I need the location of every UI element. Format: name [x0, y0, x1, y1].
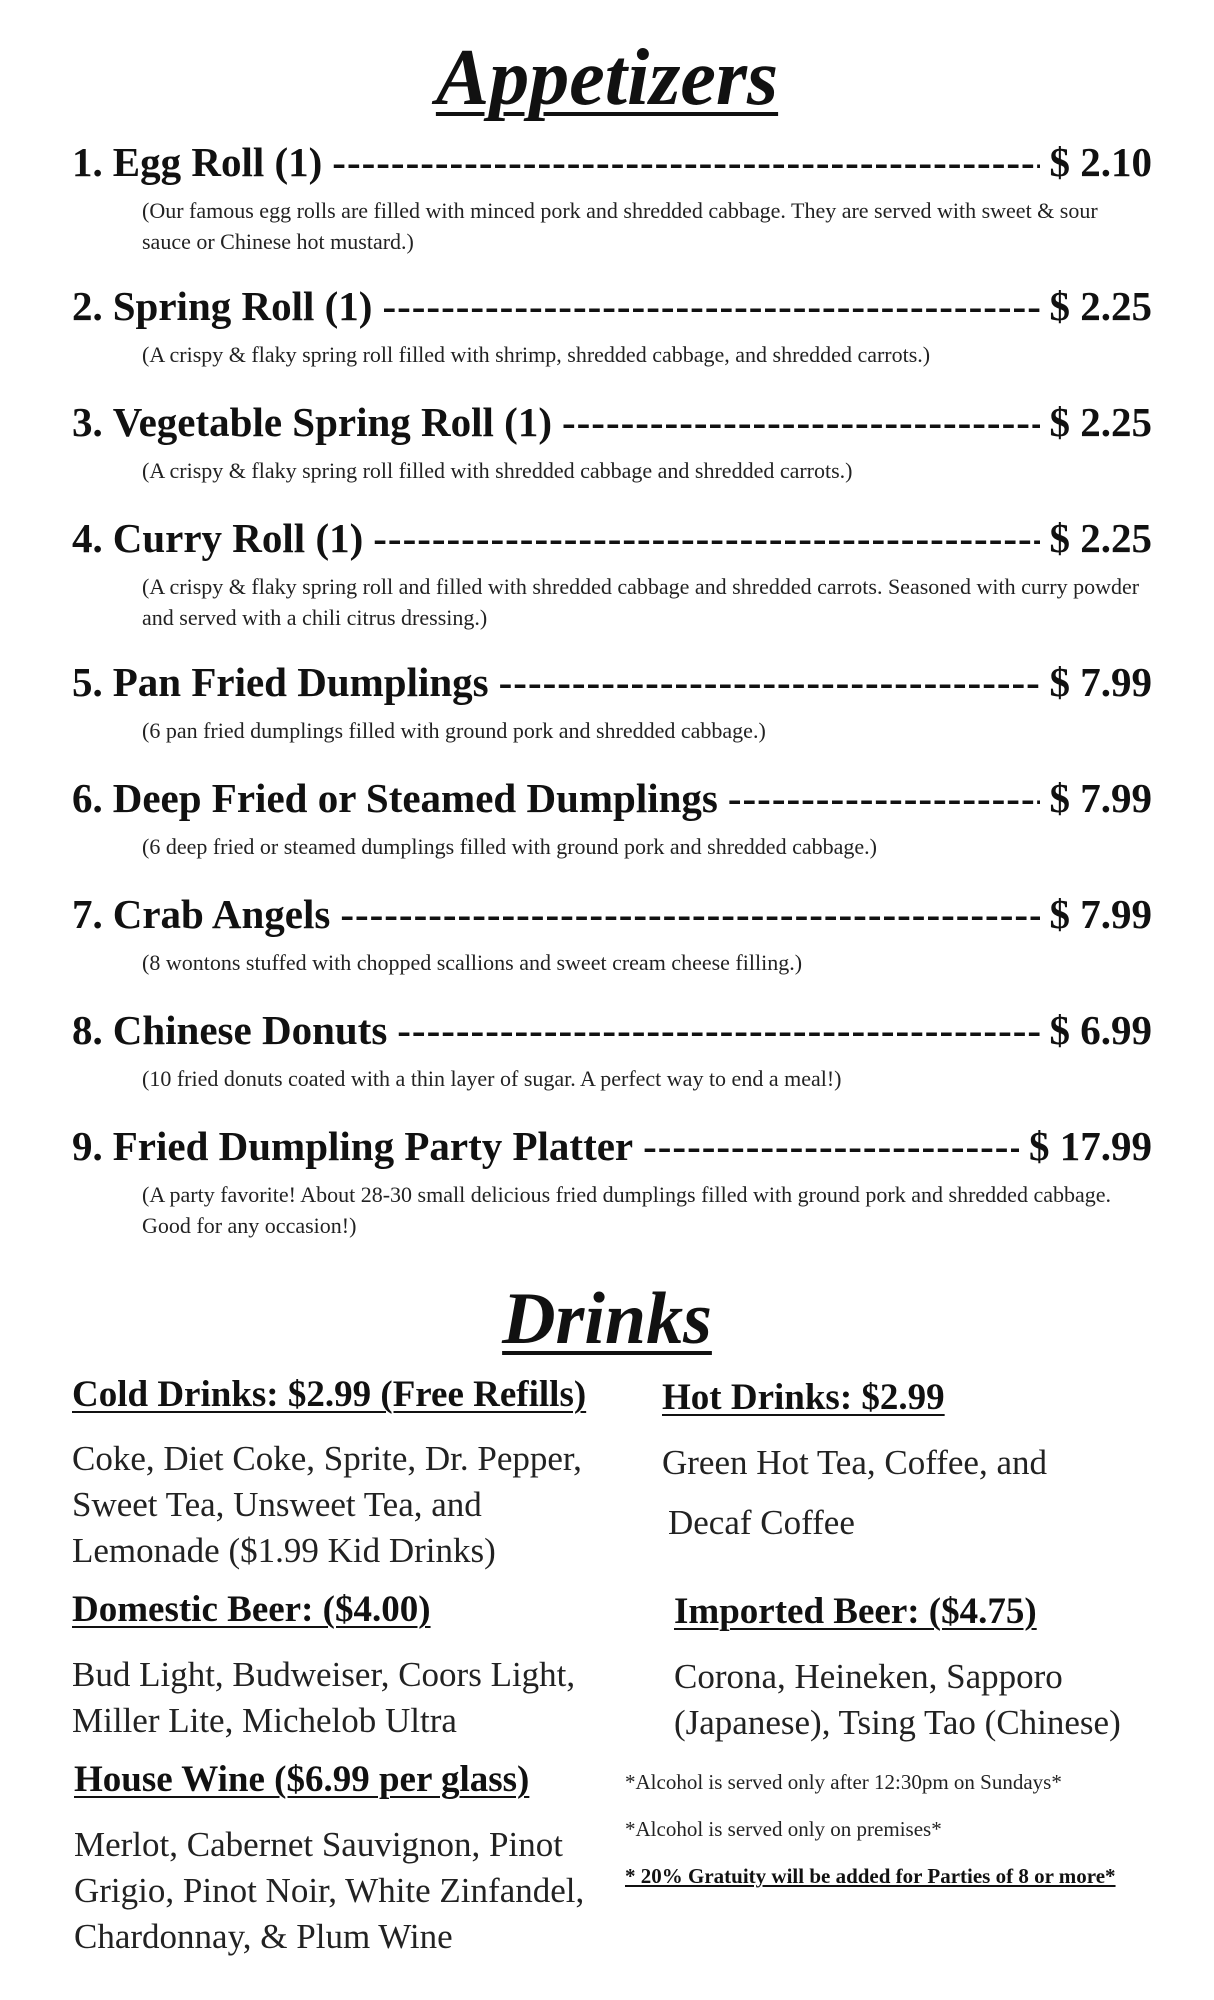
item-number: 3.: [72, 399, 103, 445]
item-number: 8.: [72, 1007, 103, 1053]
item-description: (6 deep fried or steamed dumplings filled with ground pork and shredded cabbage.): [142, 834, 877, 860]
item-name: Curry Roll (1): [112, 515, 364, 561]
menu-item-crab-angels: [72, 892, 1152, 978]
imported-beer-list: Corona, Heineken, Sapporo (Japanese), Tsing Tao (Chinese): [674, 1657, 1121, 1742]
item-price: $ 7.99: [1049, 659, 1152, 705]
item-name: Egg Roll (1): [112, 139, 323, 185]
item-price: $ 2.25: [1049, 399, 1152, 445]
menu-item-chinese-donuts: [72, 1008, 1152, 1094]
dash-leader: [332, 140, 1039, 185]
item-name: Vegetable Spring Roll (1): [112, 399, 552, 445]
item-number: 1.: [72, 139, 103, 185]
item-description: (Our famous egg rolls are filled with minced pork and shredded cabbage. They are served with sweet & sour sauce or Chinese hot mustard.): [142, 198, 1098, 255]
cold-drinks-heading: Cold Drinks: $2.99 (Free Refills): [72, 1374, 587, 1415]
menu-item-curry-roll: [72, 516, 1152, 633]
menu-item-spring-roll: [72, 284, 1152, 370]
appetizers-title: Appetizers: [435, 34, 779, 122]
menu-item-deep-fried-dumplings: [72, 776, 1152, 862]
item-description: (10 fried donuts coated with a thin layer of sugar. A perfect way to end a meal!): [142, 1066, 842, 1092]
item-price: $ 17.99: [1029, 1123, 1152, 1169]
item-name: Crab Angels: [112, 891, 331, 937]
dash-leader: [643, 1124, 1019, 1169]
item-number: 5.: [72, 659, 103, 705]
item-description: (6 pan fried dumplings filled with ground pork and shredded cabbage.): [142, 718, 766, 744]
item-price: $ 2.25: [1049, 515, 1152, 561]
item-price: $ 2.25: [1049, 283, 1152, 329]
dash-leader: [373, 516, 1039, 561]
item-name: Chinese Donuts: [112, 1007, 388, 1053]
dash-leader: [728, 776, 1040, 821]
item-name: Fried Dumpling Party Platter: [112, 1123, 634, 1169]
sunday-alcohol-note: *Alcohol is served only after 12:30pm on Sundays*: [625, 1770, 1062, 1794]
imported-beer-heading: Imported Beer: ($4.75): [674, 1591, 1037, 1632]
hot-drinks-line-2: Decaf Coffee: [668, 1503, 855, 1542]
item-number: 6.: [72, 775, 103, 821]
item-number: 4.: [72, 515, 103, 561]
item-description: (A crispy & flaky spring roll and filled with shredded cabbage and shredded carrots. Seasoned with curry powder and served with a chili citrus dressing.): [142, 574, 1140, 631]
dash-leader: [499, 660, 1040, 705]
item-number: 7.: [72, 891, 103, 937]
item-description: (A crispy & flaky spring roll filled with shredded cabbage and shredded carrots.): [142, 458, 853, 484]
item-name: Pan Fried Dumplings: [112, 659, 489, 705]
item-price: $ 7.99: [1049, 891, 1152, 937]
menu-item-pan-fried-dumplings: [72, 660, 1152, 746]
item-number: 2.: [72, 283, 103, 329]
item-price: $ 6.99: [1049, 1007, 1152, 1053]
house-wine-heading: House Wine ($6.99 per glass): [74, 1759, 530, 1800]
domestic-beer-list: Bud Light, Budweiser, Coors Light, Miller Lite, Michelob Ultra: [72, 1655, 576, 1740]
menu-item-egg-roll: [72, 140, 1152, 257]
item-description: (A crispy & flaky spring roll filled with shrimp, shredded cabbage, and shredded carrots.): [142, 342, 931, 368]
item-number: 9.: [72, 1123, 103, 1169]
drinks-title: Drinks: [502, 1278, 712, 1360]
item-name: Deep Fried or Steamed Dumplings: [112, 775, 718, 821]
dash-leader: [340, 892, 1039, 937]
house-wine-list: Merlot, Cabernet Sauvignon, Pinot Grigio, Pinot Noir, White Zinfandel, Chardonnay, & Plum Wine: [74, 1825, 585, 1956]
item-description: (8 wontons stuffed with chopped scallions and sweet cream cheese filling.): [142, 950, 803, 976]
item-price: $ 7.99: [1049, 775, 1152, 821]
dash-leader: [562, 400, 1040, 445]
premises-alcohol-note: *Alcohol is served only on premises*: [625, 1817, 942, 1841]
item-price: $ 2.10: [1049, 139, 1152, 185]
gratuity-note: * 20% Gratuity will be added for Parties of 8 or more*: [625, 1864, 1116, 1888]
hot-drinks-heading: Hot Drinks: $2.99: [662, 1377, 945, 1418]
menu-item-party-platter: [72, 1124, 1152, 1241]
menu-item-vegetable-spring-roll: [72, 400, 1152, 486]
item-description: (A party favorite! About 28-30 small delicious fried dumplings filled with ground pork and shredded cabbage. Good for any occasion!): [142, 1182, 1111, 1239]
cold-drinks-list: Coke, Diet Coke, Sprite, Dr. Pepper, Sweet Tea, Unsweet Tea, and Lemonade ($1.99 Kid Drinks): [72, 1439, 582, 1570]
dash-leader: [397, 1008, 1039, 1053]
item-name: Spring Roll (1): [112, 283, 373, 329]
dash-leader: [382, 284, 1039, 329]
hot-drinks-line-1: Green Hot Tea, Coffee, and: [662, 1443, 1047, 1482]
domestic-beer-heading: Domestic Beer: ($4.00): [72, 1589, 431, 1630]
